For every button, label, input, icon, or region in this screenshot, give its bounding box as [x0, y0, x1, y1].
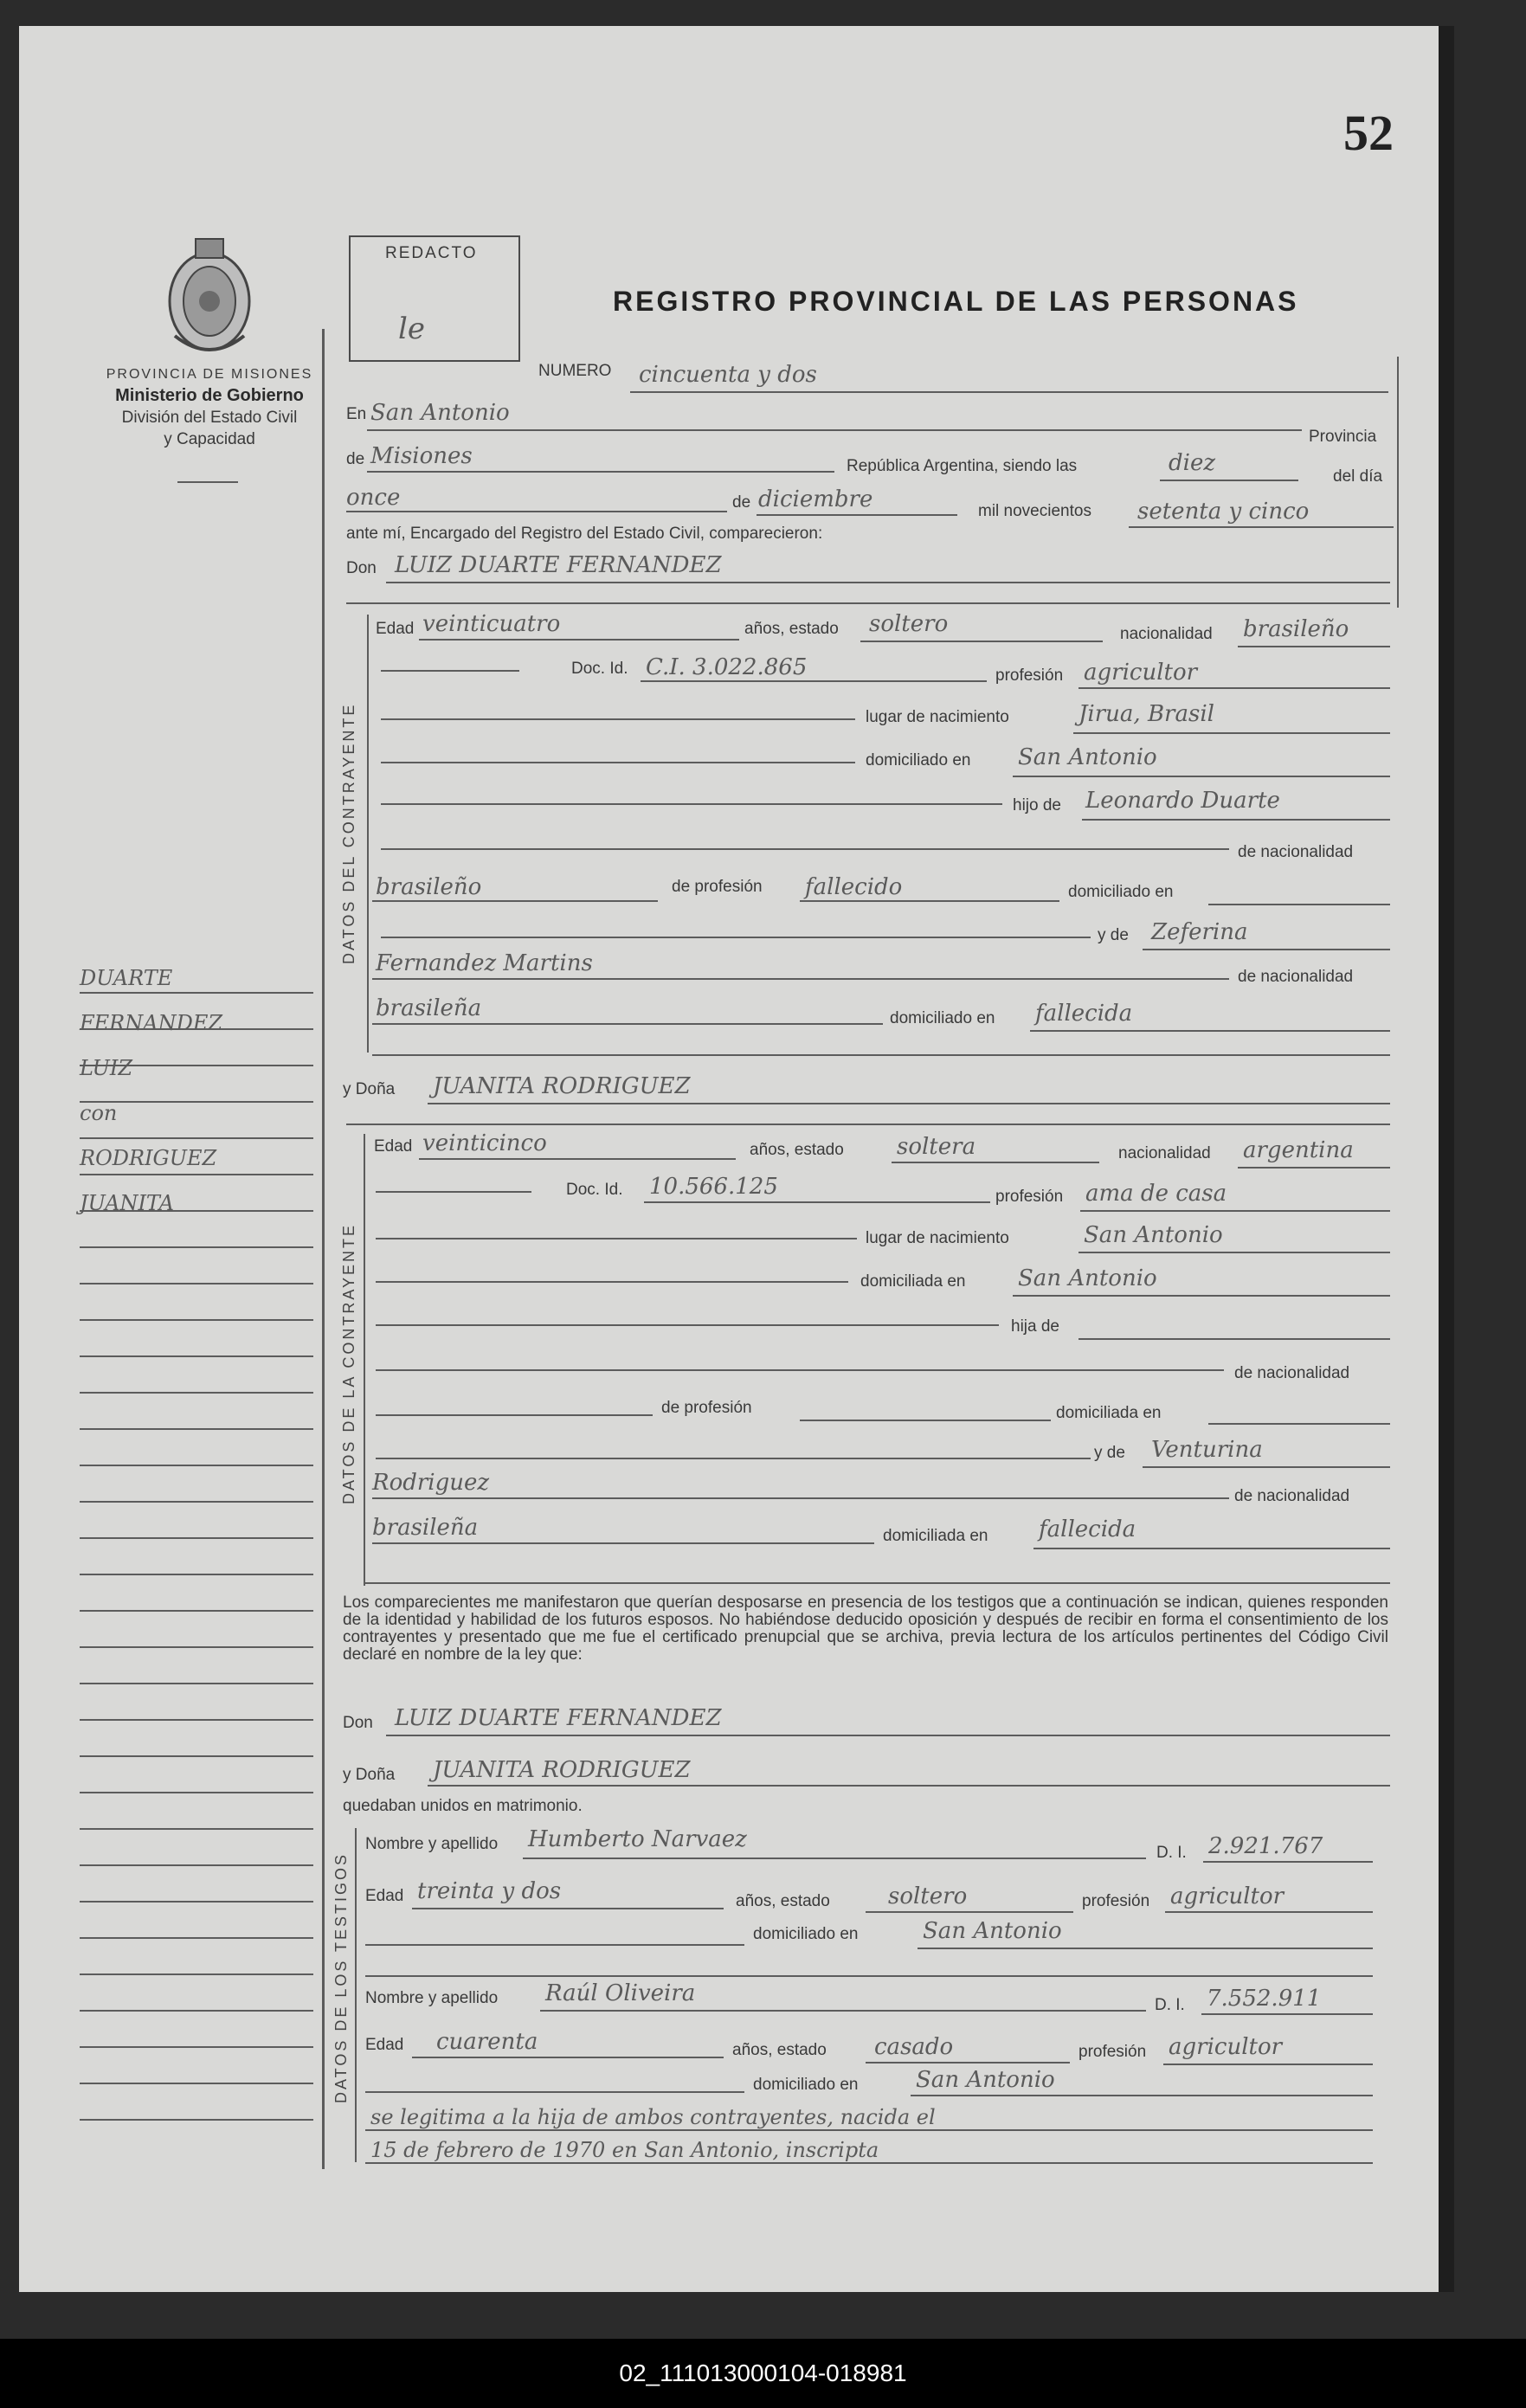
margin-ruled-line: [80, 2119, 313, 2121]
t1-profesion-value: agricultor: [1170, 1883, 1285, 1909]
estado-value: soltero: [869, 611, 949, 637]
division-label: División del Estado Civil: [121, 409, 298, 427]
f-doc-label: Doc. Id.: [566, 1181, 623, 1199]
hijo-value: Leonardo Duarte: [1085, 788, 1280, 814]
redacto-label: REDACTO: [385, 244, 478, 262]
t1-di-value: 2.921.767: [1208, 1833, 1323, 1859]
doc-value: C.I. 3.022.865: [646, 654, 808, 680]
f-nacionalidad-label: nacionalidad: [1118, 1144, 1211, 1162]
de2-label: de: [732, 493, 751, 512]
anio-value: setenta y cinco: [1137, 499, 1310, 525]
annotation-line-2: 15 de febrero de 1970 en San Antonio, inscripta: [370, 2138, 879, 2162]
margin-ruled-line: [80, 1719, 313, 1721]
lugar-value: Jirua, Brasil: [1079, 701, 1214, 727]
redacto-value: le: [398, 312, 425, 346]
union-closing: quedaban unidos en matrimonio.: [343, 1797, 583, 1815]
union-dona-value: JUANITA RODRIGUEZ: [433, 1757, 691, 1783]
padre-nac-value: brasileño: [376, 874, 482, 900]
dona-label: y Doña: [343, 1080, 396, 1098]
capacity-label: y Capacidad: [164, 430, 255, 448]
don-value: LUIZ DUARTE FERNANDEZ: [395, 552, 722, 578]
t2-di-label: D. I.: [1155, 1996, 1185, 2014]
page-title: REGISTRO PROVINCIAL DE LAS PERSONAS: [613, 286, 1299, 317]
domicilio-value: San Antonio: [1018, 744, 1157, 770]
madre-nac-value: brasileña: [376, 995, 482, 1021]
f-madre-dom-label: domiciliada en: [883, 1527, 988, 1545]
anios-label: años, estado: [744, 620, 839, 638]
t2-domicilio-value: San Antonio: [916, 2067, 1055, 2093]
dia-value: once: [346, 485, 401, 511]
provincia-label: Provincia: [1309, 428, 1377, 446]
t2-profesion-value: agricultor: [1169, 2034, 1283, 2060]
f-doc-value: 10.566.125: [649, 1174, 778, 1200]
margin-ruled-line: [80, 1828, 313, 1830]
hijo-label: hijo de: [1013, 796, 1061, 814]
margin-ruled-line: [80, 1283, 313, 1284]
f-de-prof-label: de profesión: [661, 1399, 752, 1417]
del-dia-label: del día: [1333, 467, 1383, 486]
margin-note-line: JUANITA: [80, 1191, 174, 1215]
edad-value: veinticuatro: [422, 611, 561, 637]
margin-ruled-line: [80, 2010, 313, 2012]
image-id-footer: 02_111013000104-018981: [0, 2339, 1526, 2408]
f-edad-value: veinticinco: [422, 1130, 547, 1156]
union-don-label: Don: [343, 1714, 373, 1732]
y-de-label: y de: [1098, 926, 1129, 944]
dona-value: JUANITA RODRIGUEZ: [433, 1073, 691, 1099]
ministry-label: Ministerio de Gobierno: [115, 386, 304, 405]
t1-anios-label: años, estado: [736, 1892, 830, 1910]
f-y-de-label: y de: [1094, 1444, 1125, 1462]
province-label: PROVINCIA DE MISIONES: [106, 367, 313, 382]
margin-note-line: DUARTE: [80, 966, 173, 990]
t1-profesion-label: profesión: [1082, 1892, 1150, 1910]
nacionalidad-value: brasileño: [1243, 616, 1349, 642]
margin-ruled-line: [80, 1683, 313, 1684]
numero-value: cincuenta y dos: [639, 362, 817, 388]
margin-ruled-line: [80, 1428, 313, 1430]
t2-di-value: 7.552.911: [1207, 1986, 1322, 2012]
t2-nombre-value: Raúl Oliveira: [545, 1980, 696, 2006]
mes-value: diciembre: [758, 486, 873, 512]
f-domicilio-label: domiciliada en: [860, 1272, 966, 1291]
margin-ruled-line: [80, 1610, 313, 1612]
margin-ruled-line: [80, 1574, 313, 1575]
contrayente-f-section-label: DATOS DE LA CONTRAYENTE: [340, 1222, 357, 1504]
margin-ruled-line: [80, 1864, 313, 1866]
margin-ruled-line: [80, 1937, 313, 1939]
union-don-value: LUIZ DUARTE FERNANDEZ: [395, 1705, 722, 1731]
mil-label: mil novecientos: [978, 502, 1091, 520]
t2-domicilio-label: domiciliado en: [753, 2076, 859, 2094]
margin-ruled-line: [80, 1901, 313, 1903]
t1-edad-label: Edad: [365, 1887, 404, 1905]
margin-ruled-line: [80, 1392, 313, 1394]
f-lugar-value: San Antonio: [1084, 1222, 1223, 1248]
f-hija-label: hija de: [1011, 1317, 1059, 1336]
de-value: Misiones: [370, 443, 473, 469]
contrayente-section-label: DATOS DEL CONTRAYENTE: [340, 702, 357, 964]
f-anios-label: años, estado: [750, 1141, 844, 1159]
de-nac-label-2: de nacionalidad: [1238, 968, 1354, 986]
t2-estado-value: casado: [874, 2034, 954, 2060]
margin-ruled-line: [80, 1174, 313, 1175]
margin-ruled-line: [80, 992, 313, 994]
margin-note-line: FERNANDEZ: [80, 1011, 223, 1035]
margin-ruled-line: [80, 1465, 313, 1466]
t2-nombre-label: Nombre y apellido: [365, 1989, 499, 2007]
doc-label: Doc. Id.: [571, 660, 628, 678]
madre-value-1: Zeferina: [1151, 919, 1248, 945]
redacto-stamp: [349, 235, 520, 362]
lugar-label: lugar de nacimiento: [866, 708, 1009, 726]
en-value: San Antonio: [370, 400, 510, 426]
madre-dom-label: domiciliado en: [890, 1009, 995, 1027]
page-number: 52: [1343, 105, 1394, 161]
f-madre-value-1: Venturina: [1151, 1437, 1263, 1463]
padre-dom-label: domiciliado en: [1068, 883, 1174, 901]
margin-note-line: RODRIGUEZ: [80, 1146, 217, 1170]
margin-note-line: LUIZ: [80, 1056, 133, 1080]
t2-anios-label: años, estado: [732, 2041, 827, 2059]
t1-di-label: D. I.: [1156, 1844, 1187, 1862]
numero-label: NUMERO: [538, 362, 612, 380]
domicilio-label: domiciliado en: [866, 751, 971, 769]
f-de-nac-label-2: de nacionalidad: [1234, 1487, 1350, 1505]
profesion-value: agricultor: [1084, 660, 1198, 686]
don-label: Don: [346, 559, 377, 577]
en-label: En: [346, 405, 367, 423]
f-profesion-label: profesión: [995, 1188, 1064, 1206]
f-profesion-value: ama de casa: [1085, 1181, 1227, 1207]
testigos-section-label: DATOS DE LOS TESTIGOS: [332, 1851, 350, 2103]
padre-prof-value: fallecido: [805, 874, 903, 900]
t2-edad-value: cuarenta: [436, 2029, 538, 2055]
margin-ruled-line: [80, 1501, 313, 1503]
nacionalidad-label: nacionalidad: [1120, 625, 1213, 643]
f-nacionalidad-value: argentina: [1243, 1137, 1354, 1163]
t2-edad-label: Edad: [365, 2036, 404, 2054]
f-estado-value: soltera: [897, 1134, 976, 1160]
margin-ruled-line: [80, 1537, 313, 1539]
t1-edad-value: treinta y dos: [417, 1878, 562, 1904]
t1-nombre-value: Humberto Narvaez: [528, 1826, 747, 1852]
margin-ruled-line: [80, 1319, 313, 1321]
margin-ruled-line: [80, 1137, 313, 1139]
margin-ruled-line: [80, 1755, 313, 1757]
t1-domicilio-value: San Antonio: [923, 1918, 1062, 1944]
republica-label: República Argentina, siendo las: [847, 457, 1078, 475]
margin-ruled-line: [80, 1246, 313, 1248]
hora-value: diez: [1169, 450, 1216, 476]
margin-ruled-line: [80, 2083, 313, 2084]
de-label: de: [346, 450, 365, 468]
profesion-label: profesión: [995, 666, 1064, 685]
f-de-nac-label: de nacionalidad: [1234, 1364, 1350, 1382]
t2-profesion-label: profesión: [1079, 2043, 1147, 2061]
edad-label: Edad: [376, 620, 415, 638]
ante-text: ante mí, Encargado del Registro del Estado Civil, comparecieron:: [346, 525, 823, 543]
margin-ruled-line: [80, 1355, 313, 1357]
de-prof-label: de profesión: [672, 878, 763, 896]
annotation-line-1: se legitima a la hija de ambos contrayentes, nacida el: [370, 2105, 936, 2129]
margin-ruled-line: [80, 2046, 313, 2048]
authority-rule: [177, 481, 238, 483]
f-lugar-label: lugar de nacimiento: [866, 1229, 1009, 1247]
f-domicilio-value: San Antonio: [1018, 1265, 1157, 1291]
margin-note-line: con: [80, 1101, 118, 1125]
margin-ruled-line: [80, 1973, 313, 1975]
f-madre-nac-value: brasileña: [372, 1515, 479, 1541]
t1-nombre-label: Nombre y apellido: [365, 1835, 499, 1853]
f-madre-value-2: Rodriguez: [372, 1470, 490, 1496]
margin-rule: [322, 329, 325, 2169]
madre-value-2: Fernandez Martins: [376, 950, 593, 976]
f-edad-label: Edad: [374, 1137, 413, 1156]
margin-ruled-line: [80, 1646, 313, 1648]
f-madre-dom-value: fallecida: [1039, 1516, 1136, 1542]
madre-dom-value: fallecida: [1035, 1001, 1133, 1027]
f-padre-dom-label: domiciliada en: [1056, 1404, 1162, 1422]
coat-of-arms-icon: [158, 234, 261, 359]
de-nac-label: de nacionalidad: [1238, 843, 1354, 861]
union-dona-label: y Doña: [343, 1766, 396, 1784]
declaration-text: Los comparecientes me manifestaron que querían desposarse en presencia de los testigos que a continuación se indican, quienes responden de la identidad y habilidad de los futuros esposos. No habiéndose deducido oposición y después de recibir en forma el consentimiento de los contrayentes y presentado que me fue el certificado prenupcial que se archiva, previa lectura de los artículos pertinentes del Código Civil declaré en nombre de la ley que:: [343, 1594, 1388, 1664]
t1-domicilio-label: domiciliado en: [753, 1925, 859, 1943]
margin-ruled-line: [80, 1792, 313, 1793]
t1-estado-value: soltero: [888, 1883, 968, 1909]
